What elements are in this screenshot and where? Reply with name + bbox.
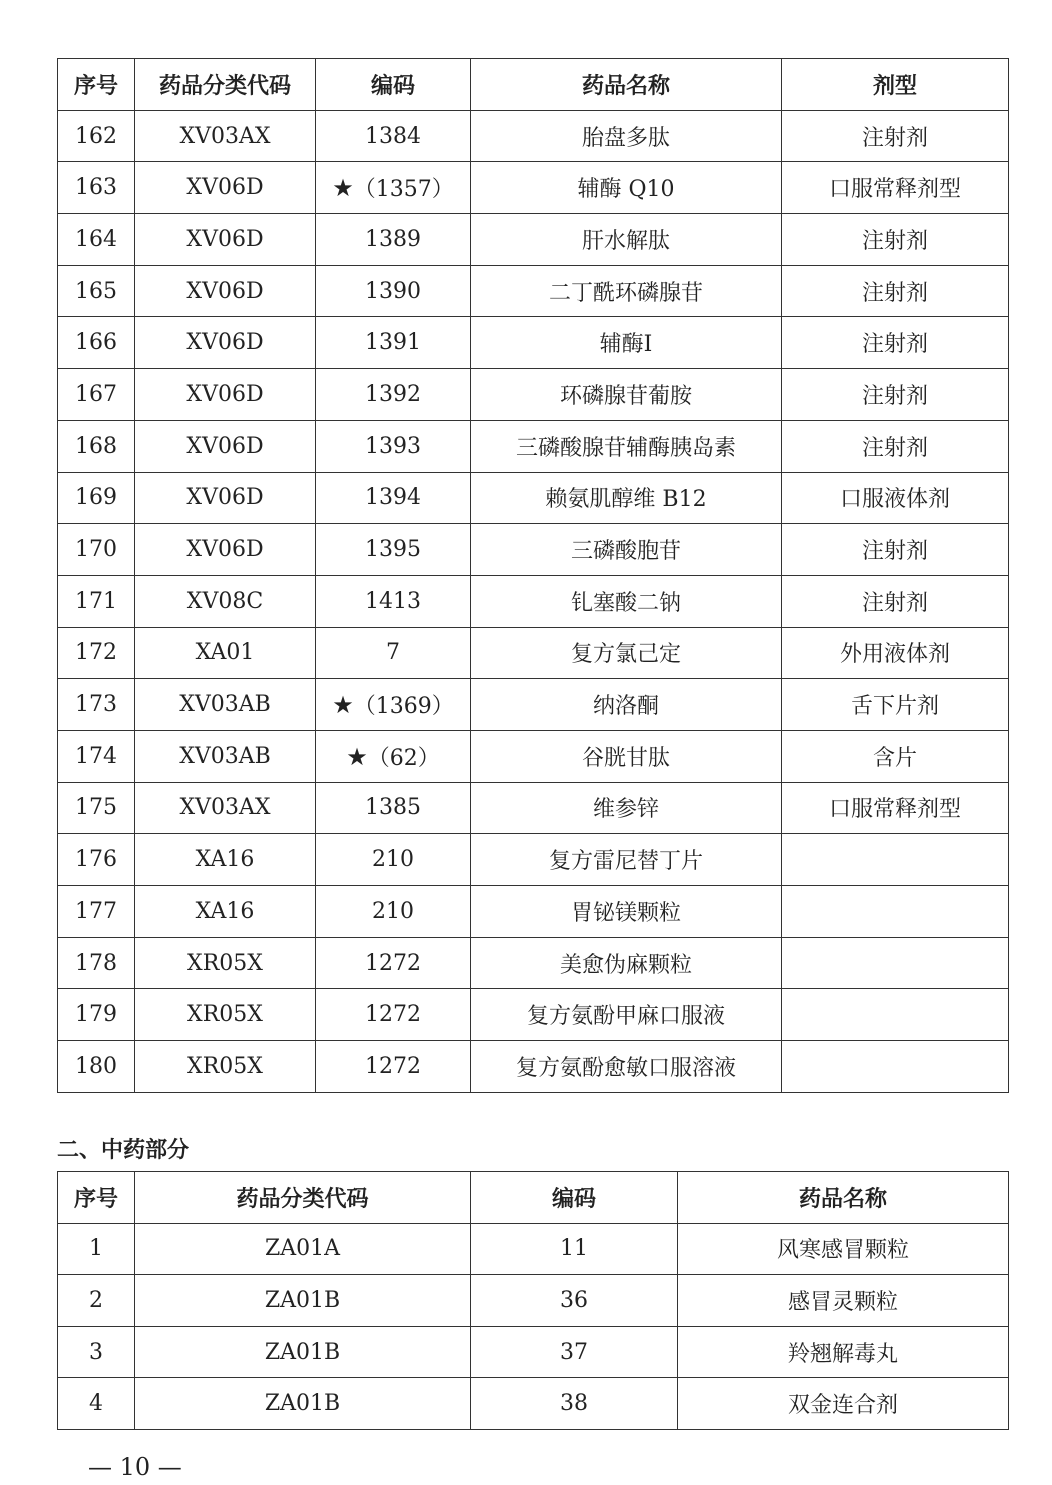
star-icon: ★ <box>332 691 354 720</box>
cell-name: 纳洛酮 <box>471 679 782 731</box>
table-row <box>58 834 1009 886</box>
cell-code: 37 <box>471 1326 678 1378</box>
code-value: 1392 <box>365 381 421 407</box>
cell-code <box>316 420 471 472</box>
cell-form <box>782 886 1009 938</box>
cell-form: 注射剂 <box>782 110 1009 162</box>
tcm-table <box>57 1171 1009 1430</box>
cell-class-code: XA01 <box>135 627 316 679</box>
cell-no: 164 <box>58 214 135 266</box>
code-value: 1394 <box>365 485 421 511</box>
cell-code: 11 <box>471 1223 678 1275</box>
table-row <box>58 730 1009 782</box>
cell-class-code: XV08C <box>135 575 316 627</box>
cell-form: 注射剂 <box>782 317 1009 369</box>
cell-name: 美愈伪麻颗粒 <box>471 937 782 989</box>
cell-form: 注射剂 <box>782 369 1009 421</box>
cell-name: 复方氨酚甲麻口服液 <box>471 989 782 1041</box>
cell-class-code: XV03AX <box>135 110 316 162</box>
table-row <box>58 937 1009 989</box>
cell-code <box>316 1041 471 1093</box>
cell-no: 168 <box>58 420 135 472</box>
cell-form: 注射剂 <box>782 524 1009 576</box>
cell-code <box>316 782 471 834</box>
cell-code <box>316 369 471 421</box>
cell-name: 双金连合剂 <box>678 1378 1009 1430</box>
cell-class-code: XV06D <box>135 214 316 266</box>
cell-class-code: ZA01B <box>135 1326 471 1378</box>
section-title-tcm: 二、中药部分 <box>57 1138 190 1163</box>
cell-name: 辅酶I <box>471 317 782 369</box>
cell-class-code: XV03AX <box>135 782 316 834</box>
cell-form: 注射剂 <box>782 214 1009 266</box>
cell-code: 36 <box>471 1275 678 1327</box>
cell-form: 口服液体剂 <box>782 472 1009 524</box>
code-value: 1272 <box>365 1053 421 1079</box>
code-value: 210 <box>372 847 414 873</box>
cell-class-code: XV06D <box>135 317 316 369</box>
table-row <box>58 265 1009 317</box>
cell-code <box>316 472 471 524</box>
cell-name: 胃铋镁颗粒 <box>471 886 782 938</box>
cell-name: 复方雷尼替丁片 <box>471 834 782 886</box>
code-value: 1395 <box>365 537 421 563</box>
cell-class-code: XV06D <box>135 420 316 472</box>
cell-form <box>782 1041 1009 1093</box>
cell-form <box>782 937 1009 989</box>
cell-name: 羚翘解毒丸 <box>678 1326 1009 1378</box>
code-value: （1357） <box>353 177 454 203</box>
cell-name: 肝水解肽 <box>471 214 782 266</box>
cell-no: 179 <box>58 989 135 1041</box>
code-value: 210 <box>372 898 414 924</box>
cell-no: 178 <box>58 937 135 989</box>
cell-form: 注射剂 <box>782 420 1009 472</box>
cell-code <box>316 265 471 317</box>
code-value: 1272 <box>365 1002 421 1028</box>
cell-class-code: XR05X <box>135 989 316 1041</box>
cell-no: 165 <box>58 265 135 317</box>
header-form: 剂型 <box>782 59 1009 111</box>
cell-code <box>316 524 471 576</box>
cell-name: 复方氯己定 <box>471 627 782 679</box>
table-row <box>58 782 1009 834</box>
cell-form: 口服常释剂型 <box>782 162 1009 214</box>
header-class-code: 药品分类代码 <box>135 59 316 111</box>
table-row <box>58 524 1009 576</box>
code-value: 1272 <box>365 950 421 976</box>
cell-name: 赖氨肌醇维 B12 <box>471 472 782 524</box>
header-class-code: 药品分类代码 <box>135 1172 471 1224</box>
code-value: 7 <box>386 640 400 666</box>
cell-code: 38 <box>471 1378 678 1430</box>
cell-no: 170 <box>58 524 135 576</box>
cell-class-code: XV06D <box>135 524 316 576</box>
star-icon: ★ <box>332 174 354 203</box>
cell-name: 风寒感冒颗粒 <box>678 1223 1009 1275</box>
table-row <box>58 214 1009 266</box>
cell-class-code: ZA01B <box>135 1275 471 1327</box>
cell-name: 辅酶 Q10 <box>471 162 782 214</box>
cell-code <box>316 317 471 369</box>
page-number: — 10 — <box>88 1453 182 1481</box>
cell-code <box>316 110 471 162</box>
cell-no: 174 <box>58 730 135 782</box>
cell-no: 162 <box>58 110 135 162</box>
code-value: 1384 <box>365 123 421 149</box>
cell-name: 环磷腺苷葡胺 <box>471 369 782 421</box>
header-code: 编码 <box>316 59 471 111</box>
cell-code <box>316 730 471 782</box>
table-row <box>58 110 1009 162</box>
cell-no: 166 <box>58 317 135 369</box>
cell-form: 外用液体剂 <box>782 627 1009 679</box>
western-medicine-table <box>57 58 1009 1093</box>
cell-name: 三磷酸胞苷 <box>471 524 782 576</box>
table-row <box>58 1223 1009 1275</box>
header-name: 药品名称 <box>678 1172 1009 1224</box>
cell-code <box>316 937 471 989</box>
table-row <box>58 575 1009 627</box>
cell-no: 2 <box>58 1275 135 1327</box>
cell-no: 4 <box>58 1378 135 1430</box>
cell-no: 173 <box>58 679 135 731</box>
table-row <box>58 162 1009 214</box>
cell-form: 注射剂 <box>782 575 1009 627</box>
code-value: 1393 <box>365 433 421 459</box>
header-name: 药品名称 <box>471 59 782 111</box>
table-row <box>58 679 1009 731</box>
cell-code <box>316 679 471 731</box>
cell-no: 175 <box>58 782 135 834</box>
table-row <box>58 317 1009 369</box>
header-no: 序号 <box>58 59 135 111</box>
cell-name: 谷胱甘肽 <box>471 730 782 782</box>
table-header-row <box>58 1172 1009 1224</box>
cell-class-code: XV06D <box>135 265 316 317</box>
code-value: 1391 <box>365 330 421 356</box>
cell-code <box>316 886 471 938</box>
table-row <box>58 886 1009 938</box>
cell-code <box>316 575 471 627</box>
code-value: （62） <box>367 745 440 771</box>
cell-name: 维参锌 <box>471 782 782 834</box>
code-value: 1385 <box>365 795 421 821</box>
cell-no: 180 <box>58 1041 135 1093</box>
table-row <box>58 989 1009 1041</box>
cell-class-code: XV06D <box>135 162 316 214</box>
cell-no: 1 <box>58 1223 135 1275</box>
cell-class-code: ZA01B <box>135 1378 471 1430</box>
code-value: 1413 <box>365 588 421 614</box>
cell-form <box>782 989 1009 1041</box>
cell-name: 感冒灵颗粒 <box>678 1275 1009 1327</box>
cell-class-code: XV03AB <box>135 730 316 782</box>
cell-class-code: XV06D <box>135 369 316 421</box>
table-row <box>58 627 1009 679</box>
table-row <box>58 1041 1009 1093</box>
cell-no: 171 <box>58 575 135 627</box>
cell-class-code: XA16 <box>135 834 316 886</box>
cell-code <box>316 627 471 679</box>
table-row <box>58 1326 1009 1378</box>
cell-form: 口服常释剂型 <box>782 782 1009 834</box>
code-value: 1389 <box>365 226 421 252</box>
header-code: 编码 <box>471 1172 678 1224</box>
code-value: （1369） <box>353 694 454 720</box>
table-header-row <box>58 59 1009 111</box>
cell-no: 169 <box>58 472 135 524</box>
cell-no: 167 <box>58 369 135 421</box>
cell-form: 含片 <box>782 730 1009 782</box>
cell-class-code: XA16 <box>135 886 316 938</box>
cell-name: 胎盘多肽 <box>471 110 782 162</box>
cell-name: 复方氨酚愈敏口服溶液 <box>471 1041 782 1093</box>
cell-class-code: XR05X <box>135 937 316 989</box>
cell-code <box>316 214 471 266</box>
cell-name: 三磷酸腺苷辅酶胰岛素 <box>471 420 782 472</box>
header-no: 序号 <box>58 1172 135 1224</box>
cell-class-code: ZA01A <box>135 1223 471 1275</box>
table-row <box>58 420 1009 472</box>
star-icon: ★ <box>346 742 368 771</box>
cell-class-code: XV06D <box>135 472 316 524</box>
cell-code <box>316 989 471 1041</box>
table-row <box>58 472 1009 524</box>
cell-name: 钆塞酸二钠 <box>471 575 782 627</box>
cell-no: 172 <box>58 627 135 679</box>
cell-name: 二丁酰环磷腺苷 <box>471 265 782 317</box>
table-row <box>58 1275 1009 1327</box>
cell-class-code: XR05X <box>135 1041 316 1093</box>
cell-no: 3 <box>58 1326 135 1378</box>
cell-no: 176 <box>58 834 135 886</box>
cell-form: 注射剂 <box>782 265 1009 317</box>
cell-code <box>316 834 471 886</box>
cell-no: 177 <box>58 886 135 938</box>
cell-form: 舌下片剂 <box>782 679 1009 731</box>
table-row <box>58 369 1009 421</box>
code-value: 1390 <box>365 278 421 304</box>
cell-code <box>316 162 471 214</box>
cell-form <box>782 834 1009 886</box>
table-row <box>58 1378 1009 1430</box>
cell-no: 163 <box>58 162 135 214</box>
cell-class-code: XV03AB <box>135 679 316 731</box>
